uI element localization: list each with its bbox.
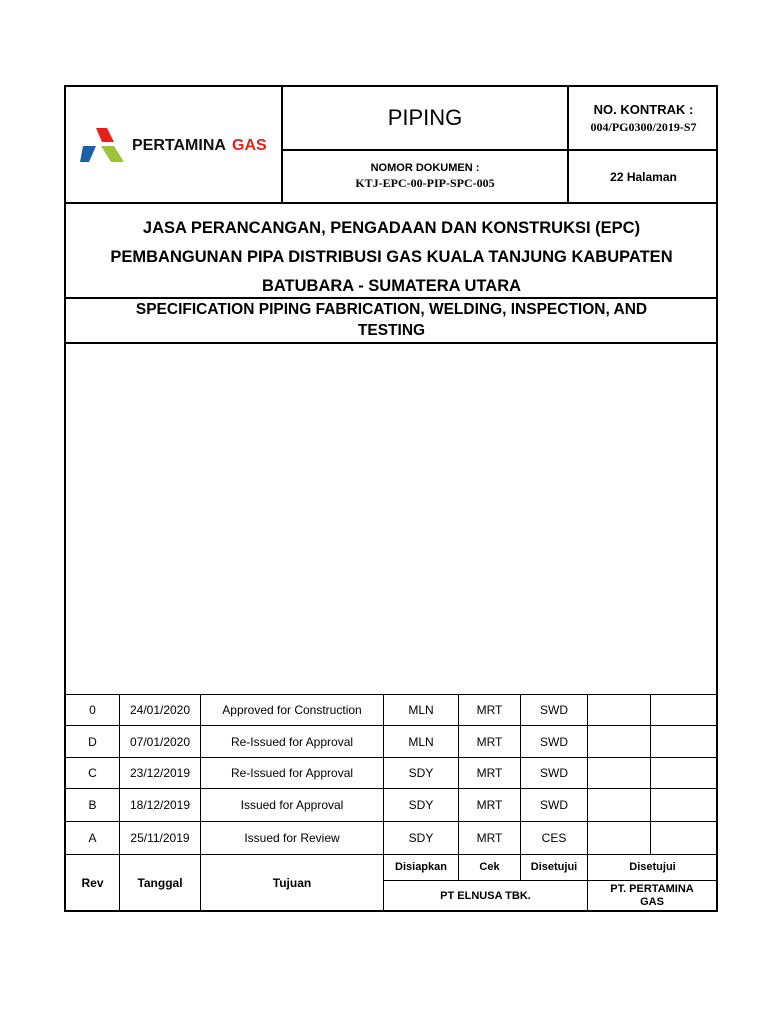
rev-cell: D (88, 734, 97, 749)
project-title-line-2: PEMBANGUNAN PIPA DISTRIBUSI GAS KUALA TANJUNG KABUPATEN (110, 248, 673, 266)
purpose-cell: Issued for Approval (240, 798, 344, 812)
prepared-cell: MLN (408, 734, 434, 749)
prepared-header: Disiapkan (395, 861, 447, 873)
checked-cell: MRT (476, 734, 503, 749)
rev-cell: A (88, 831, 97, 845)
checked-cell: MRT (476, 831, 503, 845)
project-title (66, 204, 717, 298)
date-cell: 18/12/2019 (129, 798, 191, 812)
spec-title-line-2: TESTING (357, 322, 426, 339)
prepared-cell: MLN (408, 703, 434, 717)
purpose-cell: Re-Issued for Approval (230, 734, 354, 749)
client-name: PT. PERTAMINA GAS (610, 883, 694, 908)
checked-cell: MRT (476, 798, 503, 812)
contract-block (569, 87, 718, 149)
checked-cell: MRT (476, 766, 503, 780)
approved-header: Disetujui (530, 861, 578, 873)
pertamina-logo-icon (80, 126, 128, 166)
prepared-cell: SDY (408, 831, 434, 845)
date-cell: 24/01/2020 (129, 703, 191, 717)
checked-cell: MRT (476, 703, 503, 717)
date-cell: 25/11/2019 (130, 831, 190, 845)
purpose-cell: Re-Issued for Approval (230, 766, 354, 780)
approved-cell: SWD (540, 703, 568, 717)
contract-label: NO. KONTRAK : (593, 101, 694, 117)
client-approved-header: Disetujui (629, 861, 676, 873)
project-title-line-1: JASA PERANCANGAN, PENGADAAN DAN KONSTRUKSI (EPC) (142, 219, 641, 237)
approved-cell: SWD (540, 798, 568, 812)
contractor-name: PT ELNUSA TBK. (440, 889, 531, 902)
doc-number-label: NOMOR DOKUMEN : (370, 162, 480, 174)
pertamina-gas-logo (80, 124, 275, 166)
rev-cell: 0 (89, 703, 96, 717)
document-number-block (283, 151, 567, 202)
prepared-cell: SDY (408, 798, 434, 812)
approved-cell: SWD (540, 766, 568, 780)
table-col-line (716, 694, 717, 854)
document-title: PIPING (387, 105, 463, 130)
page-count: 22 Halaman (610, 169, 677, 184)
date-cell: 23/12/2019 (129, 766, 191, 780)
rev-header: Rev (81, 875, 104, 890)
purpose-cell: Approved for Construction (222, 703, 362, 717)
date-cell: 07/01/2020 (129, 734, 191, 749)
doc-number: KTJ-EPC-00-PIP-SPC-005 (355, 176, 495, 190)
specification-title (66, 299, 717, 342)
logo-text-pertamina: PERTAMINA (132, 137, 226, 154)
approved-cell: SWD (540, 734, 568, 749)
prepared-cell: SDY (408, 766, 434, 780)
approved-cell: CES (541, 831, 567, 845)
contract-number: 004/PG0300/2019-S7 (590, 119, 697, 134)
spec-title-line-1: SPECIFICATION PIPING FABRICATION, WELDING, INSPECTION, AND (135, 301, 648, 318)
spec-bottom-border (65, 342, 718, 344)
logo-text-gas: GAS (232, 137, 267, 154)
rev-cell: C (88, 766, 97, 780)
purpose-cell: Issued for Review (244, 831, 340, 845)
rev-cell: B (88, 798, 97, 812)
checked-header: Cek (479, 861, 500, 873)
project-title-line-3: BATUBARA - SUMATERA UTARA (261, 277, 522, 295)
date-header: Tanggal (137, 875, 183, 890)
table-col-line (650, 694, 651, 854)
purpose-header: Tujuan (272, 875, 312, 890)
